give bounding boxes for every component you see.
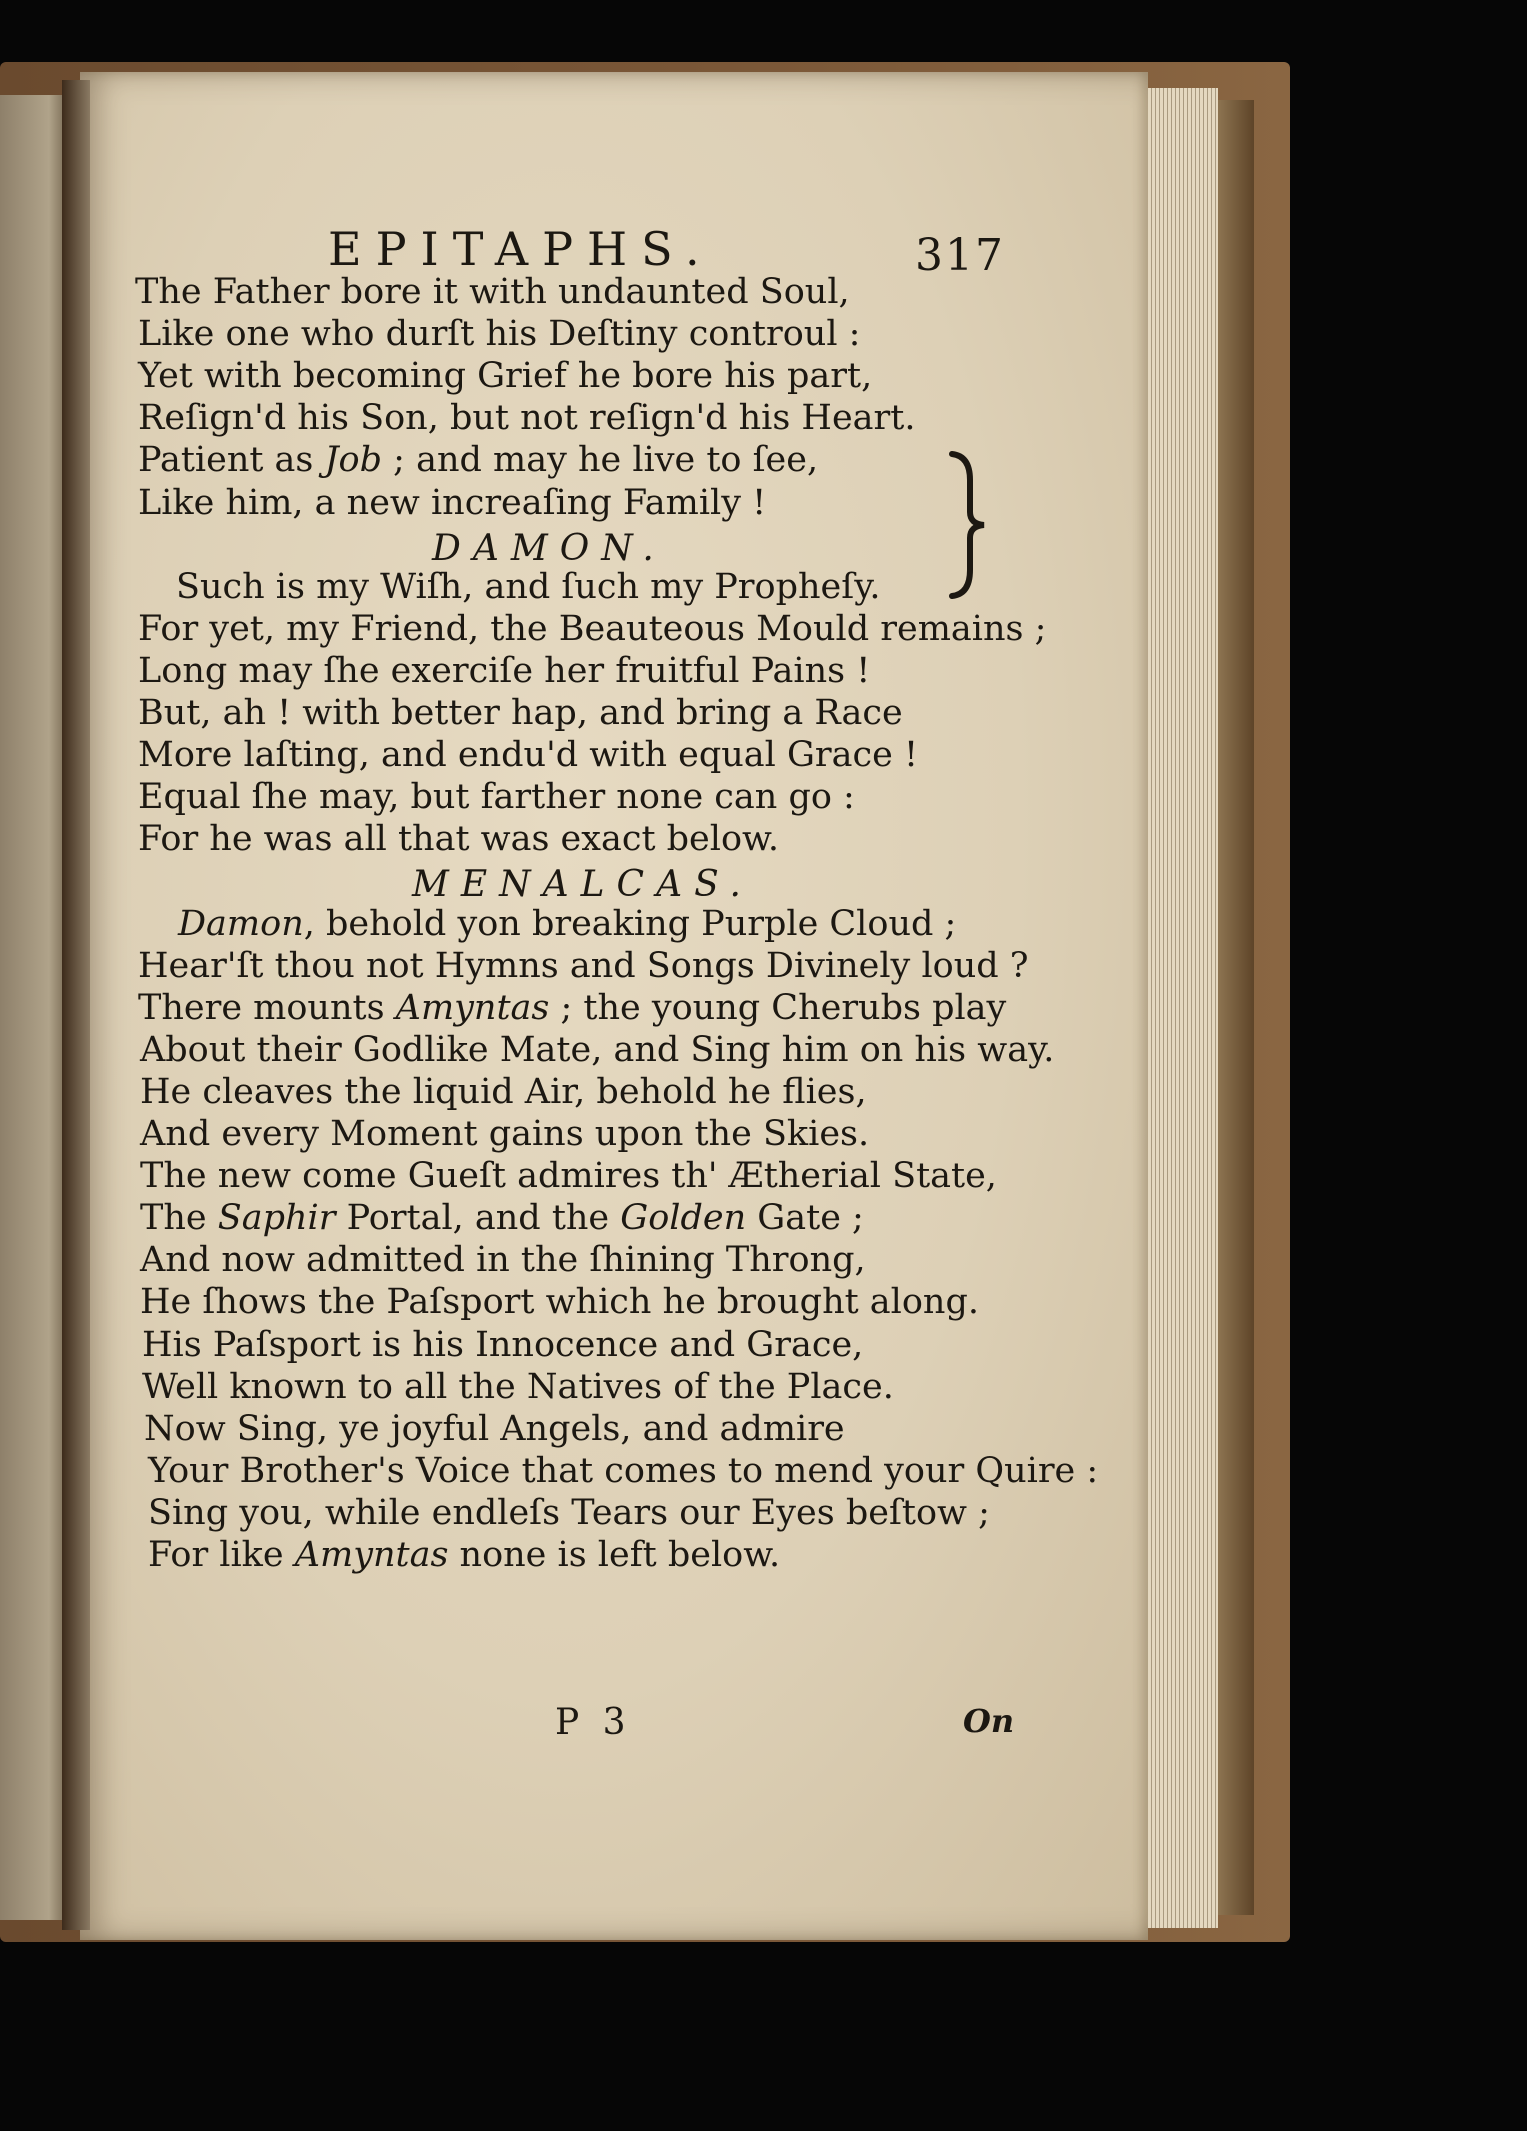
- verse-line: Well known to all the Natives of the Place.: [142, 1366, 894, 1407]
- verse-line: But, ah ! with better hap, and bring a Race: [138, 693, 903, 733]
- verse-line: Long may ſhe exerciſe her fruitful Pains !: [138, 650, 871, 691]
- italic-name: Amyntas: [395, 987, 550, 1028]
- verse-line: Like one who durſt his Deſtiny controul :: [138, 314, 861, 355]
- verse-text: Gate ;: [746, 1198, 864, 1239]
- signature-mark: P 3: [555, 1702, 632, 1743]
- verse-line: About their Godlike Mate, and Sing him on his way.: [140, 1029, 1055, 1070]
- verse-line: [138, 987, 1007, 1028]
- verse-line: Hear'ſt thou not Hymns and Songs Divinely loud ?: [138, 945, 1029, 986]
- verse-line: He cleaves the liquid Air, behold he flies,: [140, 1071, 867, 1112]
- verse-text: For like: [148, 1535, 295, 1575]
- triplet-brace-icon: [948, 450, 990, 600]
- verse-line: Such is my Wiſh, and ſuch my Propheſy.: [176, 566, 881, 607]
- verse-text: Patient as: [138, 440, 325, 481]
- verse-line: Yet with becoming Grief he bore his part,: [138, 356, 873, 397]
- verse-line: For yet, my Friend, the Beauteous Mould remains ;: [138, 608, 1047, 649]
- verse-line: Like him, a new increaſing Family !: [138, 482, 767, 523]
- italic-name: Job: [324, 440, 383, 481]
- italic-name: Saphir: [217, 1198, 336, 1239]
- verse-line: More laſting, and endu'd with equal Grace !: [138, 735, 919, 776]
- verse-line: Sing you, while endleſs Tears our Eyes beſtow ;: [148, 1492, 990, 1533]
- italic-name: Golden: [620, 1198, 747, 1239]
- italic-name: Amyntas: [294, 1535, 449, 1575]
- italic-name: Damon: [178, 903, 304, 944]
- verse-line: Now Sing, ye joyful Angels, and admire: [144, 1408, 845, 1449]
- verse-text: , behold yon breaking Purple Cloud ;: [303, 903, 957, 944]
- speaker-heading: DAMON.: [432, 527, 666, 569]
- verse-line: For he was all that was exact below.: [138, 819, 779, 860]
- speaker-heading: MENALCAS.: [412, 864, 753, 906]
- verse-line: Reſign'd his Son, but not reſign'd his Heart.: [138, 398, 916, 439]
- verse-line: And now admitted in the ſhining Throng,: [140, 1240, 866, 1281]
- verse-text: ; and may he live to ſee,: [382, 440, 819, 481]
- verse-text: Portal, and the: [335, 1198, 621, 1239]
- verse-line: And every Moment gains upon the Skies.: [140, 1114, 870, 1154]
- catchword: On: [963, 1702, 1015, 1740]
- verse-line: The new come Gueſt admires th' Ætherial State,: [140, 1156, 997, 1197]
- verse-line: The Father bore it with undaunted Soul,: [135, 272, 850, 312]
- verse-line: [178, 903, 957, 944]
- verse-line: Your Brother's Voice that comes to mend your Quire :: [148, 1450, 1099, 1491]
- verse-line: Equal ſhe may, but farther none can go :: [138, 777, 855, 818]
- verse-line: [138, 440, 819, 481]
- verse-text: There mounts: [138, 987, 396, 1028]
- verse-line: His Paſsport is his Innocence and Grace,: [142, 1324, 864, 1365]
- verse-line: [148, 1535, 781, 1575]
- running-head: EPITAPHS.: [328, 222, 714, 276]
- page-number: 317: [915, 230, 1005, 281]
- verse-text: ; the young Cherubs play: [549, 987, 1007, 1028]
- verse-line: [140, 1198, 864, 1239]
- verse-line: He ſhows the Paſsport which he brought along.: [140, 1282, 980, 1323]
- verse-text: The: [140, 1198, 218, 1239]
- verse-text: none is left below.: [448, 1535, 781, 1575]
